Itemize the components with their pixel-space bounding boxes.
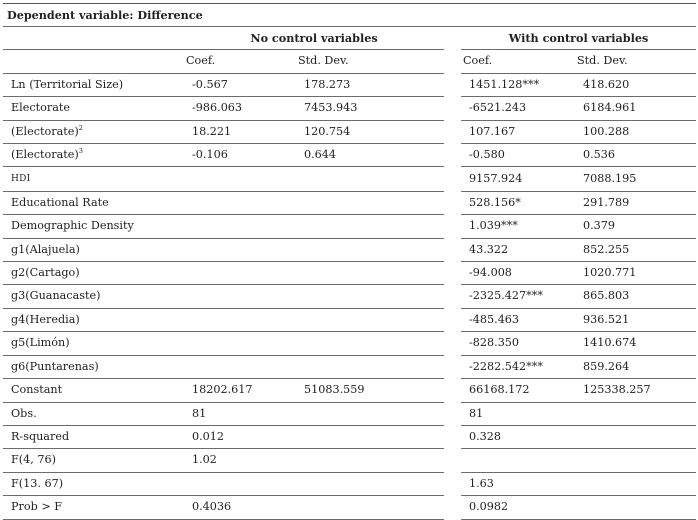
regression-table-body: [3, 4, 696, 520]
cell-nc-std: [296, 496, 444, 519]
cell-nc-std: [296, 215, 444, 238]
cell-nc-std: [296, 238, 444, 261]
table-row: [3, 379, 696, 402]
cell-nc-coef: [184, 355, 296, 378]
column-header-row: [3, 50, 696, 73]
cell-wc-coef: 66168.172: [461, 379, 575, 402]
cell-nc-std: [296, 449, 444, 472]
cell-wc-coef: 0.0982: [461, 496, 575, 519]
row-label: Obs.: [3, 402, 184, 425]
cell-wc-coef: -6521.243: [461, 97, 575, 120]
cell-nc-coef: 0.012: [184, 425, 296, 448]
row-label: Constant: [3, 379, 184, 402]
cell-wc-coef: 81: [461, 402, 575, 425]
cell-nc-coef: 0.4036: [184, 496, 296, 519]
cell-nc-std: [296, 402, 444, 425]
row-label: R-squared: [3, 425, 184, 448]
cell-wc-coef: -2282.542***: [461, 355, 575, 378]
table-row: [3, 73, 696, 96]
cell-wc-coef: -0.580: [461, 144, 575, 167]
cell-nc-std: [296, 167, 444, 191]
cell-nc-coef: [184, 262, 296, 285]
cell-wc-std: 865.803: [575, 285, 696, 308]
table-row: [3, 425, 696, 448]
col-header-nc-std: Std. Dev.: [296, 50, 444, 73]
cell-wc-std: 418.620: [575, 73, 696, 96]
cell-wc-std: 0.379: [575, 215, 696, 238]
row-label: Ln (Territorial Size): [3, 73, 184, 96]
row-label: g4(Heredia): [3, 308, 184, 331]
group-header-with-controls: With control variables: [461, 27, 696, 50]
cell-wc-coef: 43.322: [461, 238, 575, 261]
cell-wc-coef: 1.63: [461, 472, 575, 495]
cell-nc-std: [296, 472, 444, 495]
row-label: F(4, 76): [3, 449, 184, 472]
table-title-row: [3, 4, 696, 27]
cell-wc-coef: -828.350: [461, 332, 575, 355]
cell-wc-coef: -94.008: [461, 262, 575, 285]
cell-wc-coef: 1451.128***: [461, 73, 575, 96]
row-label: Prob > F: [3, 496, 184, 519]
cell-nc-std: [296, 285, 444, 308]
row-label-superscript: 2: [78, 123, 83, 132]
row-label: F(13. 67): [3, 472, 184, 495]
cell-nc-std: 120.754: [296, 120, 444, 143]
row-label: Demographic Density: [3, 215, 184, 238]
cell-nc-coef: [184, 308, 296, 331]
row-label: HDI: [3, 167, 184, 191]
cell-wc-std: [575, 449, 696, 472]
row-label-superscript: 3: [78, 147, 83, 156]
row-label: g5(Limón): [3, 332, 184, 355]
table-row: [3, 332, 696, 355]
col-header-wc-std: Std. Dev.: [575, 50, 696, 73]
cell-nc-coef: [184, 191, 296, 214]
cell-wc-std: 1020.771: [575, 262, 696, 285]
cell-wc-coef: 528.156*: [461, 191, 575, 214]
cell-nc-std: [296, 355, 444, 378]
table-row: [3, 144, 696, 167]
cell-wc-coef: 107.167: [461, 120, 575, 143]
row-label: Electorate: [3, 97, 184, 120]
cell-wc-std: 936.521: [575, 308, 696, 331]
cell-wc-coef: [461, 449, 575, 472]
row-label: g3(Guanacaste): [3, 285, 184, 308]
cell-wc-std: [575, 402, 696, 425]
group-header-no-controls: No control variables: [184, 27, 444, 50]
cell-nc-std: [296, 262, 444, 285]
row-label: g6(Puntarenas): [3, 355, 184, 378]
cell-wc-coef: -2325.427***: [461, 285, 575, 308]
row-label: g2(Cartago): [3, 262, 184, 285]
cell-wc-std: 1410.674: [575, 332, 696, 355]
cell-nc-coef: [184, 472, 296, 495]
table-row: [3, 355, 696, 378]
cell-wc-coef: 0.328: [461, 425, 575, 448]
cell-nc-coef: 18.221: [184, 120, 296, 143]
col-header-nc-coef: Coef.: [184, 50, 296, 73]
cell-nc-coef: [184, 215, 296, 238]
cell-wc-std: 6184.961: [575, 97, 696, 120]
table-row: [3, 191, 696, 214]
cell-nc-std: [296, 308, 444, 331]
cell-wc-std: [575, 425, 696, 448]
table-row: [3, 472, 696, 495]
cell-wc-std: 100.288: [575, 120, 696, 143]
group-header-row: [3, 27, 696, 50]
table-row: [3, 285, 696, 308]
table-row: [3, 308, 696, 331]
cell-wc-coef: 9157.924: [461, 167, 575, 191]
row-label: (Electorate)$^2$: [3, 120, 184, 143]
cell-wc-std: [575, 496, 696, 519]
cell-nc-coef: 81: [184, 402, 296, 425]
cell-wc-std: 852.255: [575, 238, 696, 261]
table-row: [3, 402, 696, 425]
cell-wc-std: 125338.257: [575, 379, 696, 402]
cell-wc-coef: -485.463: [461, 308, 575, 331]
cell-nc-std: [296, 191, 444, 214]
cell-nc-coef: [184, 332, 296, 355]
row-label: (Electorate)$^3$: [3, 144, 184, 167]
cell-nc-std: 178.273: [296, 73, 444, 96]
cell-nc-std: [296, 332, 444, 355]
row-label: g1(Alajuela): [3, 238, 184, 261]
cell-nc-std: [296, 425, 444, 448]
col-header-wc-coef: Coef.: [461, 50, 575, 73]
table-row: [3, 449, 696, 472]
cell-nc-coef: -0.106: [184, 144, 296, 167]
cell-nc-std: 0.644: [296, 144, 444, 167]
cell-nc-coef: [184, 167, 296, 191]
cell-nc-coef: 1.02: [184, 449, 296, 472]
table-row: [3, 167, 696, 191]
cell-nc-coef: [184, 285, 296, 308]
cell-wc-std: 859.264: [575, 355, 696, 378]
cell-wc-std: 291.789: [575, 191, 696, 214]
cell-wc-std: [575, 472, 696, 495]
cell-nc-coef: -986.063: [184, 97, 296, 120]
table-row: [3, 262, 696, 285]
table-row: [3, 496, 696, 519]
cell-wc-std: 7088.195: [575, 167, 696, 191]
regression-table: [3, 3, 696, 520]
cell-nc-coef: [184, 238, 296, 261]
row-label: Educational Rate: [3, 191, 184, 214]
cell-wc-coef: 1.039***: [461, 215, 575, 238]
cell-nc-std: 51083.559: [296, 379, 444, 402]
table-row: [3, 238, 696, 261]
cell-nc-coef: 18202.617: [184, 379, 296, 402]
table-title: Dependent variable: Difference: [3, 4, 696, 27]
table-row: [3, 97, 696, 120]
cell-nc-coef: -0.567: [184, 73, 296, 96]
table-row: [3, 120, 696, 143]
table-row: [3, 215, 696, 238]
cell-nc-std: 7453.943: [296, 97, 444, 120]
cell-wc-std: 0.536: [575, 144, 696, 167]
